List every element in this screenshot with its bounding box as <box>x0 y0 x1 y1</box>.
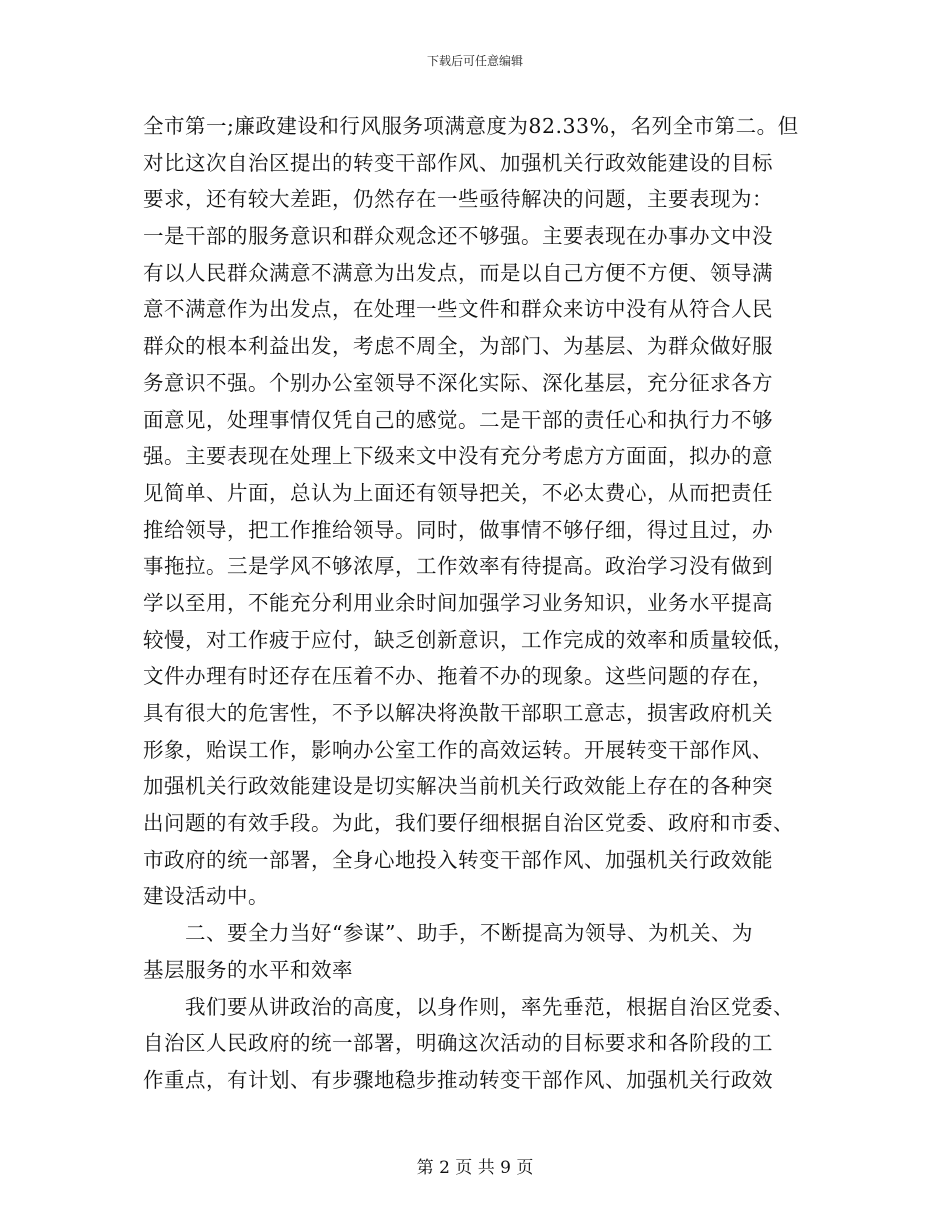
page-number-footer: 第 2 页 共 9 页 <box>416 1158 534 1178</box>
text-line: 意不满意作为出发点，在处理一些文件和群众来访中没有从符合人民 <box>143 297 773 322</box>
text-line: 要求，还有较大差距，仍然存在一些亟待解决的问题，主要表现为： <box>143 187 773 212</box>
text-line: 推给领导，把工作推给领导。同时，做事情不够仔细，得过且过，办 <box>143 517 773 542</box>
text-line: 学以至用，不能充分利用业余时间加强学习业务知识，业务水平提高 <box>143 590 773 615</box>
text-line: 务意识不强。个别办公室领导不深化实际、深化基层，充分征求各方 <box>143 370 773 395</box>
text-line: 较慢，对工作疲于应付，缺乏创新意识，工作完成的效率和质量较低， <box>143 627 794 652</box>
section-heading-line: 二、要全力当好“参谋”、助手，不断提高为领导、为机关、为 <box>185 921 753 946</box>
text-line: 全市第一;廉政建设和行风服务项满意度为82.33%，名列全市第二。但 <box>143 114 799 138</box>
text-line: 对比这次自治区提出的转变干部作风、加强机关行政效能建设的目标 <box>143 150 773 175</box>
text-line: 形象，贻误工作，影响办公室工作的高效运转。开展转变干部作风、 <box>143 737 773 762</box>
text-line: 文件办理有时还存在压着不办、拖着不办的现象。这些问题的存在， <box>143 664 773 689</box>
text-line: 面意见，处理事情仅凭自己的感觉。二是干部的责任心和执行力不够 <box>143 407 773 432</box>
section-heading-line: 基层服务的水平和效率 <box>143 957 353 982</box>
text-line: 群众的根本利益出发，考虑不周全，为部门、为基层、为群众做好服 <box>143 334 773 359</box>
text-line: 具有很大的危害性，不予以解决将涣散干部职工意志，损害政府机关 <box>143 701 773 725</box>
page-header: 下载后可任意编辑 <box>426 54 523 68</box>
document-body <box>143 108 813 1099</box>
text-line: 作重点，有计划、有步骤地稳步推动转变干部作风、加强机关行政效 <box>143 1067 773 1092</box>
text-line: 强。主要表现在处理上下级来文中没有充分考虑方方面面，拟办的意 <box>143 444 773 469</box>
text-line: 事拖拉。三是学风不够浓厚，工作效率有待提高。政治学习没有做到 <box>143 554 773 579</box>
text-line: 一是干部的服务意识和群众观念还不够强。主要表现在办事办文中没 <box>143 224 773 249</box>
text-line: 见简单、片面，总认为上面还有领导把关，不必太费心，从而把责任 <box>143 480 773 505</box>
text-line: 建设活动中。 <box>143 884 269 909</box>
text-line: 有以人民群众满意不满意为出发点，而是以自己方便不方便、领导满 <box>143 260 773 285</box>
text-line: 加强机关行政效能建设是切实解决当前机关行政效能上存在的各种突 <box>143 774 773 799</box>
text-line: 出问题的有效手段。为此，我们要仔细根据自治区党委、政府和市委、 <box>143 811 794 836</box>
text-line: 自治区人民政府的统一部署，明确这次活动的目标要求和各阶段的工 <box>143 1031 773 1056</box>
text-line: 我们要从讲政治的高度，以身作则，率先垂范，根据自治区党委、 <box>185 994 794 1019</box>
text-line: 市政府的统一部署，全身心地投入转变干部作风、加强机关行政效能 <box>143 847 773 872</box>
